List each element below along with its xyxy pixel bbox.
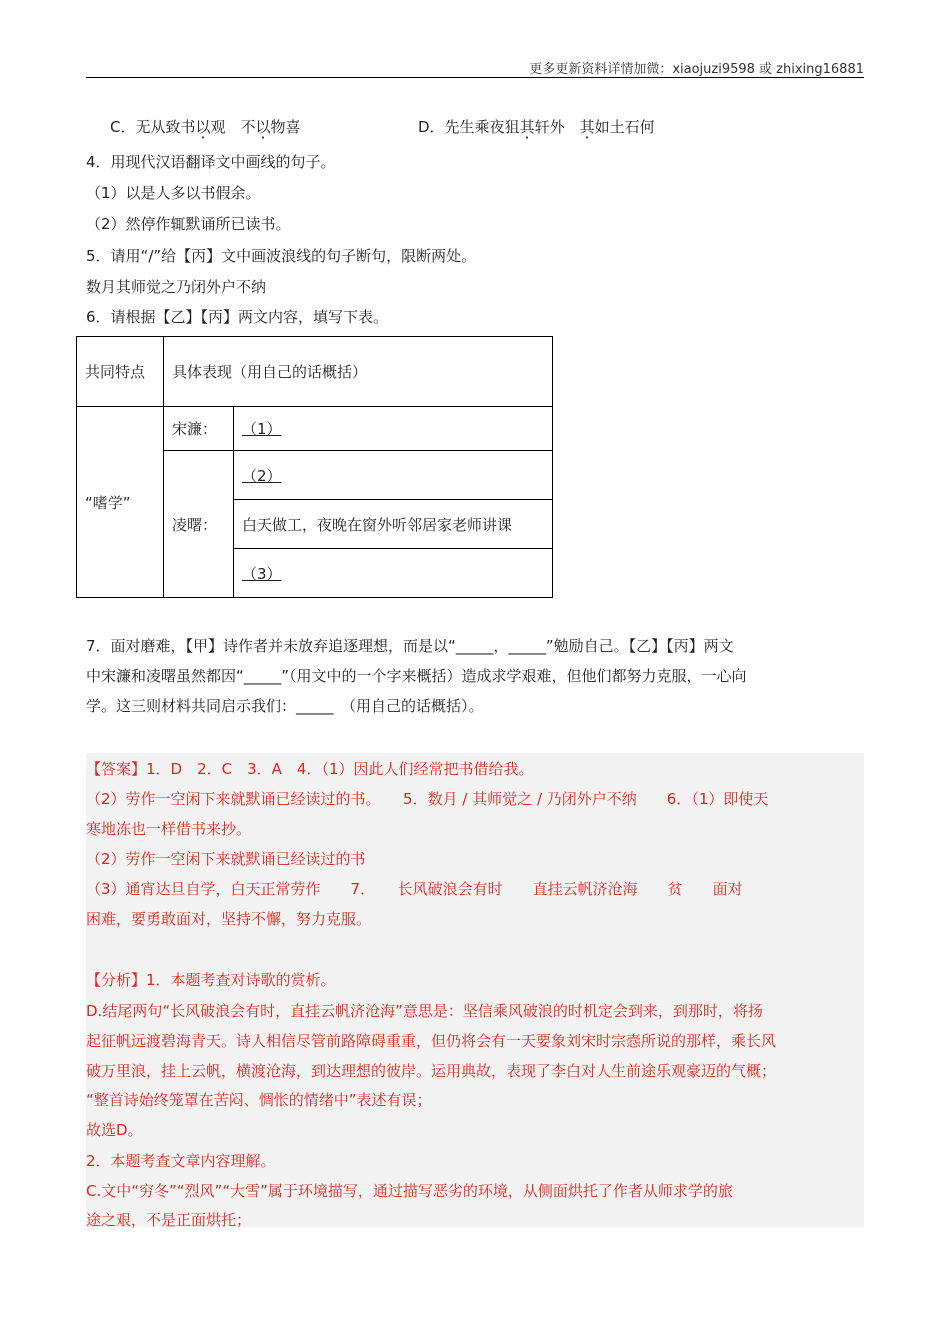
table-feature: “嗜学” — [77, 407, 164, 598]
dot-char: 其 — [579, 118, 595, 136]
q6-table — [76, 336, 553, 598]
header-rule — [86, 77, 864, 78]
q4-sentence-1: （1）以是人多以书假余。 — [86, 184, 261, 202]
option-d: D．先生乘夜狙其轩外 其如土石何 — [418, 118, 655, 136]
answer-line-2: （2）劳作一空闲下来就默诵已经读过的书。 5．数月 / 其师觉之 / 乃闭外户不纳 6．（1）即使天 — [86, 790, 769, 808]
analysis-line-6: 故选D。 — [86, 1121, 143, 1139]
page-header: 更多更新资料详情加微：xiaojuzi9598 或 zhixing16881 — [529, 62, 864, 77]
option-c: C．无从致书以观 不以物喜 — [110, 118, 301, 136]
analysis-line-9: 途之艰，不是正面烘托； — [86, 1211, 252, 1229]
q4-sentence-2: （2）然停作辄默诵所已读书。 — [86, 215, 291, 233]
analysis-line-3: 起征帆远渡碧海青天。诗人相信尽管前路障碍重重，但仍将会有一天要象刘宋时宗悫所说的那样，乘长风 — [86, 1032, 777, 1050]
table-person-2: 凌曙： — [164, 451, 234, 598]
q7-line-2: 中宋濂和凌曙虽然都因“_____”（用文中的一个字来概括）造成求学艰难，但他们都努力克服，一心向 — [86, 667, 747, 685]
q5-text: 数月其师觉之乃闭外户不纳 — [86, 278, 267, 296]
analysis-line-8: C.文中“穷冬”“烈风”“大雪”属于环境描写，通过描写恶劣的环境，从侧面烘托了作者从师求学的旅 — [86, 1182, 733, 1200]
table-person-1: 宋濂： — [164, 407, 234, 451]
table-header-feature: 共同特点 — [77, 337, 164, 407]
answer-line-5: （3）通宵达旦自学，白天正常劳作 7． 长风破浪会有时 直挂云帆济沧海 贫 面对 — [86, 880, 743, 898]
blank-3: （3） — [242, 564, 282, 583]
analysis-line-7: 2．本题考查文章内容理解。 — [86, 1152, 276, 1170]
answer-line-6: 困难，要勇敢面对，坚持不懈，努力克服。 — [86, 910, 372, 928]
analysis-line-1: 【分析】1．本题考查对诗歌的赏析。 — [86, 971, 336, 989]
q6-stem: 6．请根据【乙】【丙】两文内容，填写下表。 — [86, 308, 389, 326]
table-header-detail: 具体表现（用自己的话概括） — [164, 337, 553, 407]
analysis-line-4: 破万里浪，挂上云帆，横渡沧海，到达理想的彼岸。运用典故，表现了李白对人生前途乐观豪迈的气概； — [86, 1062, 777, 1080]
analysis-line-5: “整首诗始终笼罩在苦闷、惆怅的情绪中”表述有误； — [86, 1091, 432, 1109]
dot-char: 以 — [255, 118, 271, 136]
analysis-line-2: D.结尾两句“长风破浪会有时，直挂云帆济沧海”意思是：坚信乘风破浪的时机定会到来，到那时，将扬 — [86, 1002, 763, 1020]
answer-line-4: （2）劳作一空闲下来就默诵已经读过的书 — [86, 850, 366, 868]
q7-line-3: 学。这三则材料共同启示我们：_____ （用自己的话概括）。 — [86, 697, 484, 715]
blank-1: （1） — [242, 420, 282, 438]
answer-line-1: 【答案】1．D 2．C 3．A 4．（1）因此人们经常把书借给我。 — [86, 760, 534, 778]
table-cell-detail: 白天做工，夜晚在窗外听邻居家老师讲课 — [234, 500, 553, 549]
q4-stem: 4．用现代汉语翻译文中画线的句子。 — [86, 153, 336, 171]
dot-char: 以 — [195, 118, 211, 136]
q5-stem: 5．请用“/”给【丙】文中画波浪线的句子断句，限断两处。 — [86, 247, 477, 265]
blank-2: （2） — [242, 466, 282, 485]
q7-line-1: 7．面对磨难，【甲】诗作者并未放弃追逐理想，而是以“_____，_____”勉励自己。【乙】【丙】两文 — [86, 637, 734, 655]
dot-char: 其 — [519, 118, 535, 136]
answer-line-3: 寒地冻也一样借书来抄。 — [86, 820, 252, 838]
